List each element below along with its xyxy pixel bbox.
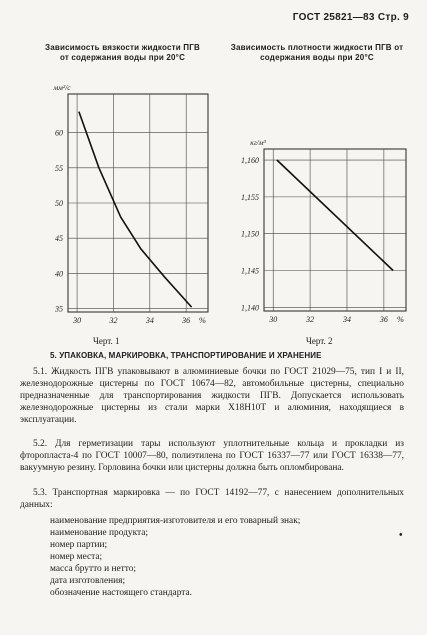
x-tick-label: 30	[73, 316, 82, 325]
y-tick-label: 1,160	[241, 156, 259, 166]
chart1-caption: Черт. 1	[93, 336, 120, 346]
y-tick-label: 35	[55, 304, 63, 314]
y-tick-label: 1,145	[241, 266, 259, 276]
paragraph-5-1: 5.1. Жидкость ПГВ упаковывают в алюминиевые бочки по ГОСТ 21029—75, тип I и II, железнодорожные цистерны по ГОСТ 10674—82, автомобильные цистерны, специально предназначенные для транспортирования жидкости ПГВ. Допускается использовать железнодорожные цистерны из стали марки Х18Н10Т и алюминия, находящиеся в эксплуатации.	[20, 367, 404, 426]
list-item: обозначение настоящего стандарта.	[50, 588, 192, 598]
list-item: наименование предприятия-изготовителя и его товарный знак;	[50, 516, 301, 526]
list-item: номер партии;	[50, 540, 108, 550]
y-axis-unit: мм²/с	[53, 83, 71, 92]
list-item: масса брутто и нетто;	[50, 564, 136, 574]
x-tick-label: 32	[306, 315, 315, 324]
margin-mark: •	[399, 530, 403, 541]
chart1-title: Зависимость вязкости жидкости ПГВ от содержания воды при 20°С	[45, 43, 200, 62]
plot-frame	[264, 149, 406, 311]
series-line	[79, 112, 192, 308]
y-tick-label: 1,155	[241, 192, 259, 202]
list-item: дата изготовления;	[50, 576, 126, 586]
x-tick-label: 30	[269, 315, 278, 324]
marking-list	[50, 515, 300, 599]
paragraph-5-2: 5.2. Для герметизации тары используют уплотнительные кольца и прокладки из фторопласта-4 по ГОСТ 10007—80, полиэтилена по ГОСТ 16337—77 или ГОСТ 16338—77, вакуумную резину. Горловина бочки или цистерны должна быть опломбирована.	[20, 439, 404, 474]
chart2-title: Зависимость плотности жидкости ПГВ от содержания воды при 20°С	[230, 43, 404, 62]
y-tick-label: 45	[55, 234, 63, 244]
viscosity-chart	[40, 82, 215, 332]
x-tick-label: 32	[109, 316, 118, 325]
y-tick-label: 50	[55, 199, 63, 208]
x-tick-label: 36	[379, 315, 388, 324]
x-tick-label: 34	[342, 315, 351, 324]
y-tick-label: 1,150	[241, 229, 259, 239]
list-item: номер места;	[50, 552, 103, 562]
x-tick-label: 36	[182, 316, 191, 325]
paragraph-5-3: 5.3. Транспортная маркировка — по ГОСТ 14192—77, с нанесением дополнительных данных:	[20, 488, 404, 511]
y-tick-label: 55	[55, 163, 63, 173]
series-line	[277, 160, 393, 271]
x-axis-unit: %	[198, 315, 206, 325]
y-tick-label: 60	[55, 128, 63, 138]
list-item: наименование продукта;	[50, 528, 148, 538]
y-tick-label: 1,140	[241, 303, 259, 313]
y-tick-label: 40	[55, 269, 63, 279]
x-tick-label: 34	[145, 316, 154, 325]
density-chart	[228, 135, 413, 330]
chart2-caption: Черт. 2	[306, 336, 333, 346]
section-title: 5. УПАКОВКА, МАРКИРОВКА, ТРАНСПОРТИРОВАНИЕ И ХРАНЕНИЕ	[50, 351, 322, 360]
y-axis-unit: кг/м³	[250, 138, 266, 147]
page-header: ГОСТ 25821—83 Стр. 9	[292, 12, 409, 23]
x-axis-unit: %	[396, 314, 404, 324]
